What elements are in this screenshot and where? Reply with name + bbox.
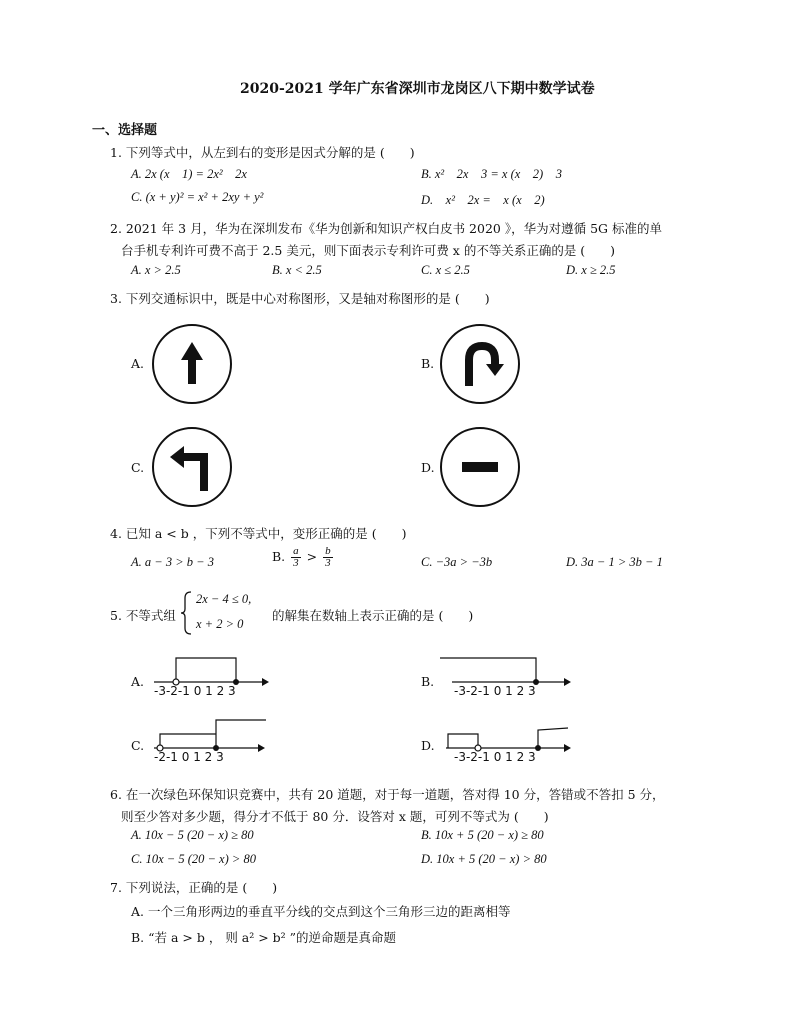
q2-option-c: C. x ≤ 2.5 <box>421 263 470 277</box>
q5-option-a-label: A. <box>131 674 145 689</box>
q3-option-b-label: B. <box>421 356 435 371</box>
q3-option-a-label: A. <box>131 356 145 371</box>
turn-left-arrow-icon <box>154 429 230 505</box>
q6-option-d: D. 10x + 5 (20 − x) > 80 <box>421 852 547 866</box>
q4-b-frac-right: $\frac{b}{3}$ <box>325 545 331 569</box>
q3-option-d-label: D. <box>421 460 435 475</box>
q6-option-c: C. 10x − 5 (20 − x) > 80 <box>131 852 256 866</box>
q5-inequality-2: x + 2 > 0 <box>196 617 244 631</box>
q1-option-a: A. 2x (x 1) = 2x² 2x <box>131 167 247 181</box>
up-arrow-icon <box>154 326 230 402</box>
q4-option-d: D. 3a − 1 > 3b − 1 <box>566 555 663 569</box>
q4-b-gt: > <box>306 549 318 564</box>
number-line-b-ticks: -3-2-1 0 1 2 3 <box>454 684 536 698</box>
system-brace <box>180 590 194 636</box>
section-heading: 一、选择题 <box>92 123 158 138</box>
q1-option-d: D. x² 2x = x (x 2) <box>421 193 545 207</box>
sign-turn-left <box>152 427 232 507</box>
q6-option-a: A. 10x − 5 (20 − x) ≥ 80 <box>131 828 254 842</box>
question-6-line1: 6. 在一次绿色环保知识竞赛中，共有 20 道题，对于每一道题，答对得 10 分，答错或不答扣 5 分， <box>110 787 665 802</box>
sign-u-turn <box>440 324 520 404</box>
number-line-c-ticks: -2-1 0 1 2 3 <box>154 750 224 764</box>
q3-option-c-label: C. <box>131 460 145 475</box>
question-3-stem: 3. 下列交通标识中，既是中心对称图形，又是轴对称图形的是 ( ) <box>110 291 490 306</box>
minus-bar-icon <box>442 429 518 505</box>
q7-option-b: B. “若 a > b ， 则 a² > b² ”的逆命题是真命题 <box>131 930 397 945</box>
question-2-line1: 2. 2021 年 3 月，华为在深圳发布《华为创新和知识产权白皮书 2020 》，华为对遵循 5G 标准的单 <box>110 221 662 236</box>
sign-no-entry <box>440 427 520 507</box>
page-title: 2020-2021 学年广东省深圳市龙岗区八下期中数学试卷 <box>240 81 595 97</box>
q2-option-a: A. x > 2.5 <box>131 263 181 277</box>
q5-inequality-1: 2x − 4 ≤ 0, <box>196 592 252 606</box>
question-6-line2: 则至少答对多少题，得分才不低于 80 分．设答对 x 题，可列不等式为 ( ) <box>121 809 549 824</box>
q4-b-label: B. <box>272 549 286 564</box>
u-turn-arrow-icon <box>442 326 518 402</box>
q4-option-b <box>272 546 335 569</box>
q5-option-b-label: B. <box>421 674 435 689</box>
q1-option-b: B. x² 2x 3 = x (x 2) 3 <box>421 167 562 181</box>
q2-option-b: B. x < 2.5 <box>272 263 322 277</box>
question-2-line2: 台手机专利许可费不高于 2.5 美元，则下面表示专利许可费 x 的不等关系正确的是 ( ) <box>121 243 616 258</box>
sign-up-arrow <box>152 324 232 404</box>
q4-b-frac-left: $\frac{a}{3}$ <box>293 545 299 569</box>
number-line-d-ticks: -3-2-1 0 1 2 3 <box>454 750 536 764</box>
q4-option-a: A. a − 3 > b − 3 <box>131 555 214 569</box>
question-4-stem: 4. 已知 a < b ，下列不等式中，变形正确的是 ( ) <box>110 526 407 541</box>
question-5-tail: 的解集在数轴上表示正确的是 ( ) <box>272 608 474 623</box>
q2-option-d: D. x ≥ 2.5 <box>566 263 616 277</box>
q7-option-a: A. 一个三角形两边的垂直平分线的交点到这个三角形三边的距离相等 <box>131 904 511 919</box>
q1-option-c: C. (x + y)² = x² + 2xy + y² <box>131 190 264 204</box>
question-7-stem: 7. 下列说法，正确的是 ( ) <box>110 880 278 895</box>
number-line-a-ticks: -3-2-1 0 1 2 3 <box>154 684 236 698</box>
question-5-number: 5. 不等式组 <box>110 608 176 623</box>
q5-option-d-label: D. <box>421 738 435 753</box>
question-1-stem: 1. 下列等式中，从左到右的变形是因式分解的是 ( ) <box>110 145 415 160</box>
q4-option-c: C. −3a > −3b <box>421 555 493 569</box>
q6-option-b: B. 10x + 5 (20 − x) ≥ 80 <box>421 828 544 842</box>
q5-option-c-label: C. <box>131 738 145 753</box>
